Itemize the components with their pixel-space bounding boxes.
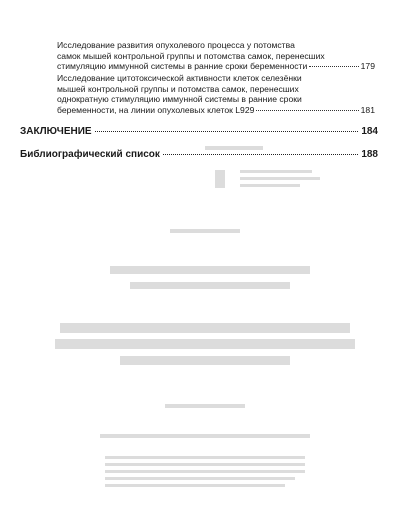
bleed-line [240, 170, 312, 173]
toc-entry-line: однократную стимуляцию иммунной системы в ранние сроки [57, 94, 302, 105]
bleed-line [105, 456, 305, 459]
dot-leader [256, 110, 358, 111]
bleed-line [55, 339, 355, 349]
toc-entry-cytotoxic-activity[interactable] [57, 73, 375, 115]
page-number: 179 [360, 61, 375, 72]
bleed-line [105, 477, 295, 480]
toc-entry-bibliography[interactable] [20, 149, 378, 160]
toc-entry-final-line [57, 105, 375, 116]
bleed-line [110, 266, 310, 274]
bleed-line [240, 177, 320, 180]
dot-leader [95, 131, 359, 132]
toc-heading-label: Библиографический список [20, 149, 160, 160]
toc-entry-line: самок мышей контрольной группы и потомства самок, перенесших [57, 50, 325, 61]
toc-entry-conclusion[interactable] [20, 126, 378, 137]
toc-entry-tumor-development[interactable] [57, 40, 375, 72]
bleed-line [240, 184, 300, 187]
bleed-line [215, 170, 225, 188]
bleed-line [105, 470, 305, 473]
bleed-line [165, 404, 245, 408]
toc-entry-line: Исследование развития опухолевого процесса у потомства [57, 40, 295, 50]
bleed-line [120, 356, 290, 365]
bleed-line [170, 229, 240, 233]
bleed-line [100, 434, 310, 438]
toc-heading-label: ЗАКЛЮЧЕНИЕ [20, 126, 92, 137]
page-number: 184 [361, 126, 378, 137]
dot-leader [163, 154, 358, 155]
toc-entry-final-line [57, 61, 375, 72]
bleed-line [60, 323, 350, 333]
bleed-line [105, 463, 305, 466]
bleed-line [105, 484, 285, 487]
toc-entry-line: мышей контрольной группы и потомства самок, перенесших [57, 83, 299, 94]
toc-entry-line: Исследование цитотоксической активности клеток селезёнки [57, 73, 302, 83]
bleed-line [130, 282, 290, 289]
toc-entry-line: стимуляцию иммунной системы в ранние сроки беременности [57, 61, 308, 72]
page-number: 188 [361, 149, 378, 160]
toc-entry-line: беременности, на линии опухолевых клеток L929 [57, 104, 255, 115]
page-number: 181 [360, 104, 375, 115]
dot-leader [309, 66, 358, 67]
